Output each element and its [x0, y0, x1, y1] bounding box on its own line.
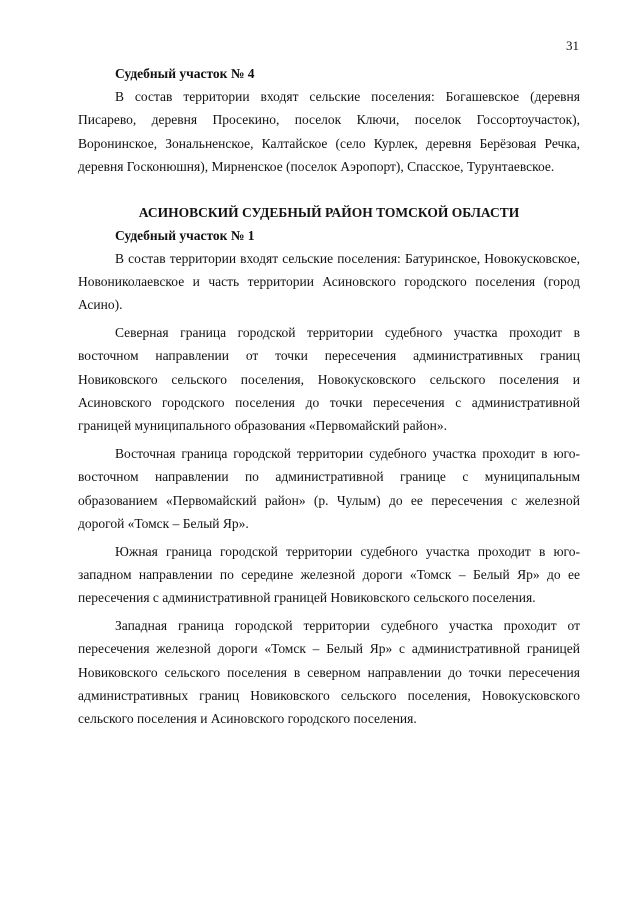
paragraph: В состав территории входят сельские поселения: Батуринское, Новокусковское, Новониколаевское и часть территории Асиновского городского поселения (город Асино).: [78, 250, 580, 313]
section-heading-1: Судебный участок № 1: [115, 227, 255, 243]
paragraph: Северная граница городской территории судебного участка проходит в восточном направлении от точки пересечения административных границ Новиковского сельского поселения, Новокусковского сельского поселения и Асиновского городского поселения до точки пересечения с административной границей муниципального образования «Первомайский район».: [78, 324, 580, 434]
document-body: [78, 62, 580, 731]
paragraph: Восточная граница городской территории судебного участка проходит в юго-восточном направлении по административной границе с муниципальным образованием «Первомайский район» (р. Чулым) до ее пересечения с железной дорогой «Томск – Белый Яр».: [78, 445, 580, 532]
paragraph: Западная граница городской территории судебного участка проходит от пересечения железной дороги «Томск – Белый Яр» с административной границей Новиковского сельского поселения в северном направлении до точки пересечения административных границ Новиковского сельского поселения, Новокусковского сельского поселения и Асиновского городского поселения.: [78, 617, 580, 727]
section-heading-4: Судебный участок № 4: [115, 66, 255, 81]
paragraph: Южная граница городской территории судебного участка проходит в юго-западном направлении по середине железной дороги «Томск – Белый Яр» до ее пересечения с административной границей Новиковского сельского поселения.: [78, 543, 580, 606]
paragraph: В состав территории входят сельские поселения: Богашевское (деревня Писарево, деревня Просекино, поселок Ключи, поселок Госсортоучасток), Воронинское, Зональненское, Калтайское (село Курлек, деревня Берёзовая Речка, деревня Госконюшня), Мирненское (поселок Аэропорт), Спасское, Турунтаевское.: [78, 89, 580, 175]
spacer: [78, 179, 580, 201]
page-number: 31: [566, 38, 579, 53]
district-title: АСИНОВСКИЙ СУДЕБНЫЙ РАЙОН ТОМСКОЙ ОБЛАСТИ: [138, 204, 520, 220]
